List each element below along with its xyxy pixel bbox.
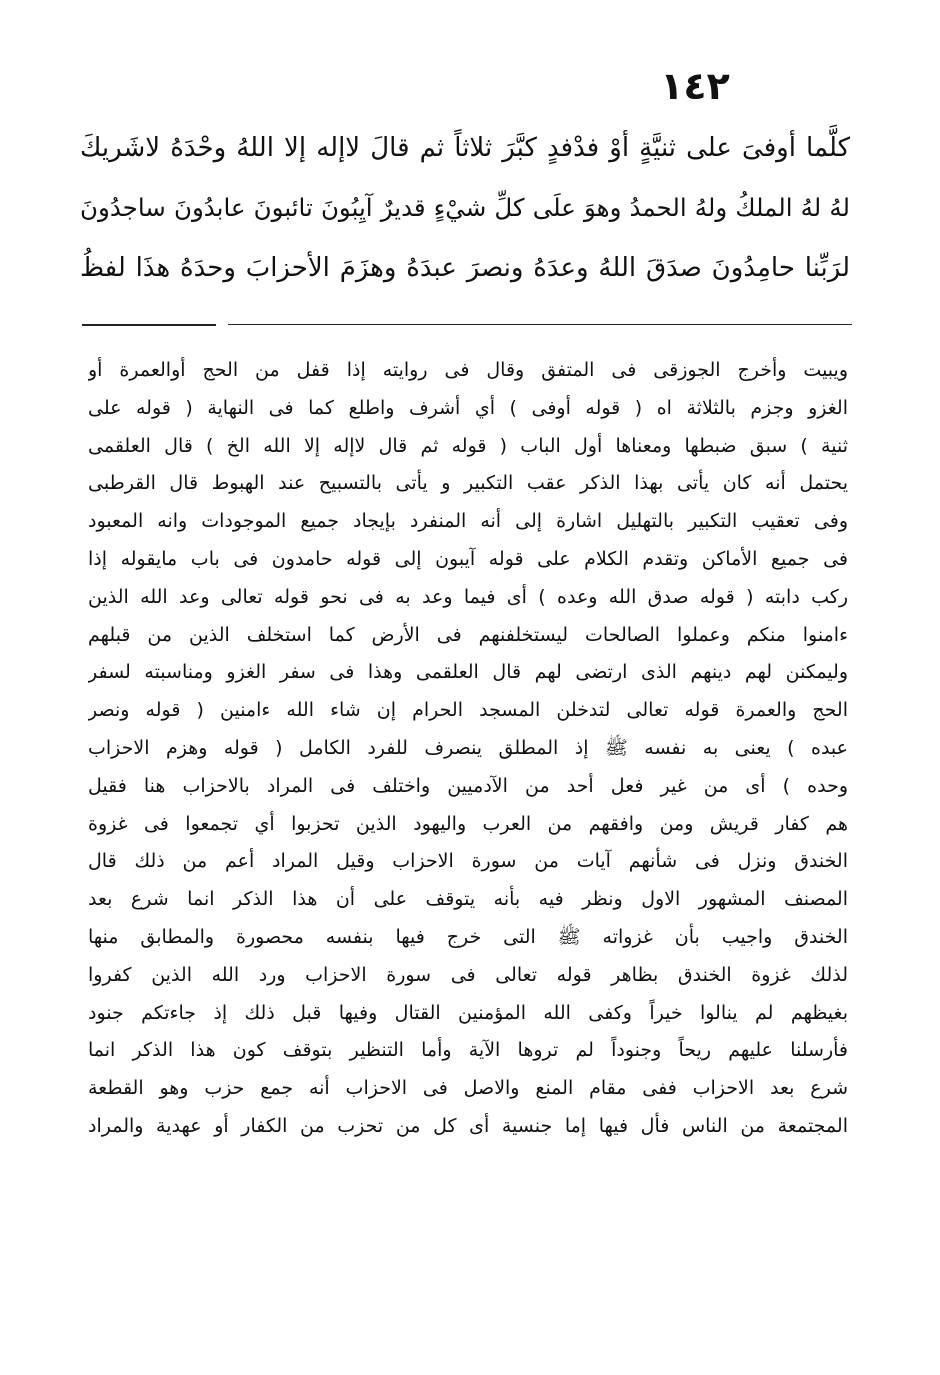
commentary-line: ءامنوا منكم وعملوا الصالحات ليستخلفنهم فى الأرض كما استخلف الذين من قبلهم (88, 623, 848, 646)
commentary-line: وفى تعقيب التكبير بالتهليل اشارة إلى أنه المنفرد بإيجاد جميع الموجودات وانه المعبود (88, 510, 848, 533)
hadith-text (80, 118, 850, 298)
page-number: ١٤٢ (660, 64, 730, 108)
commentary-line: ركب دابته ( قوله صدق الله وعده ) أى فيما وعد به فى نحو قوله تعالى وعد الله الذين (88, 585, 848, 608)
commentary-line: لذلك غزوة الخندق بظاهر قوله تعالى فى سورة الاحزاب ورد الله الذين كفروا (88, 963, 848, 986)
commentary-line: ويبيت وأخرج الجوزقى فى المتفق وقال فى روايته إذا قفل من الحج أوالعمرة أو (88, 359, 848, 381)
commentary-line: فأرسلنا عليهم ريحاً وجنوداً لم تروها الآية وأما التنظير بتوقف كون هذا الذكر انما (88, 1039, 848, 1062)
commentary-line: عبده ) يعنى به نفسه ﷺ إذ المطلق ينصرف للفرد الكامل ( قوله وهزم الاحزاب (88, 736, 848, 759)
commentary-line: فى جميع الأماكن وتقدم الكلام على قوله آيبون إلى قوله حامدون فى باب مايقوله إذا (88, 547, 848, 570)
commentary-line: شرع بعد الاحزاب ففى مقام المنع والاصل فى الاحزاب أنه جمع حزب وهو القطعة (88, 1077, 848, 1100)
commentary-line: الخندق ونزل فى شأنهم آيات من سورة الاحزاب وقيل المراد أعم من ذلك قال (88, 850, 848, 873)
commentary-line: الحج والعمرة قوله تعالى لتدخلن المسجد الحرام إن شاء الله ءامنين ( قوله ونصر (88, 699, 848, 722)
commentary-line: وحده ) أى من غير فعل أحد من الآدميين واختلف فى المراد بالاحزاب هنا فقيل (88, 774, 848, 797)
commentary-line: ثنية ) سبق ضبطها ومعناها أول الباب ( قوله ثم قال لاإله إلا الله الخ ) قال العلقمى (88, 434, 848, 457)
separator-rule-short (82, 324, 216, 326)
commentary-line: بغيظهم لم ينالوا خيراً وكفى الله المؤمنين القتال وفيها قبل ذلك إذ جاءتكم جنود (88, 1001, 848, 1024)
commentary-line: هم كفار قريش ومن وافقهم من العرب واليهود الذين تحزبوا أي تجمعوا فى غزوة (88, 812, 848, 835)
hadith-line: كلَّما أوفىَ على ثنيَّةٍ أوْ فدْفدٍ كبَّرَ ثلاثاً ثم قالَ لاإله إلا اللهُ وحْدَهُ لاشَريكَ (80, 133, 850, 163)
commentary-line: الغزو وجزم بالثلاثة اه ( قوله أوفى ) أي أشرف واطلع كما فى النهاية ( قوله على (88, 396, 848, 419)
commentary-line: الخندق واجيب بأن غزواته ﷺ التى خرج فيها بنفسه محصورة والمطابق منها (88, 925, 848, 948)
commentary-text (88, 352, 848, 1146)
hadith-line: لرَبِّنا حامِدُونَ صدَقَ اللهُ وعدَهُ ونصرَ عبدَهُ وهزَمَ الأحزابَ وحدَهُ هذَا لفظُ (80, 253, 850, 283)
separator-rule-long (228, 324, 852, 325)
commentary-line: المصنف المشهور الاول ونظر فيه بأنه يتوقف على أن هذا الذكر انما شرع بعد (88, 888, 848, 911)
hadith-line: لهُ لهُ الملكُ ولهُ الحمدُ وهوَ علَى كلِّ شيْءٍ قديرٌ آيِبُونَ تائبونَ عابدُونَ ساجدُونَ (80, 193, 850, 222)
commentary-line: يحتمل أنه كان يأتى بهذا الذكر عقب التكبير و يأتى بالتسبيح عند الهبوط قال القرطبى (88, 472, 848, 495)
commentary-line: المجتمعة من الناس فأل فيها إما جنسية أى كل من تحزب من الكفار أو عهدية والمراد (88, 1114, 848, 1137)
commentary-line: وليمكنن لهم دينهم الذى ارتضى لهم قال العلقمى وهذا فى سفر الغزو ومناسبته لسفر (88, 661, 848, 684)
